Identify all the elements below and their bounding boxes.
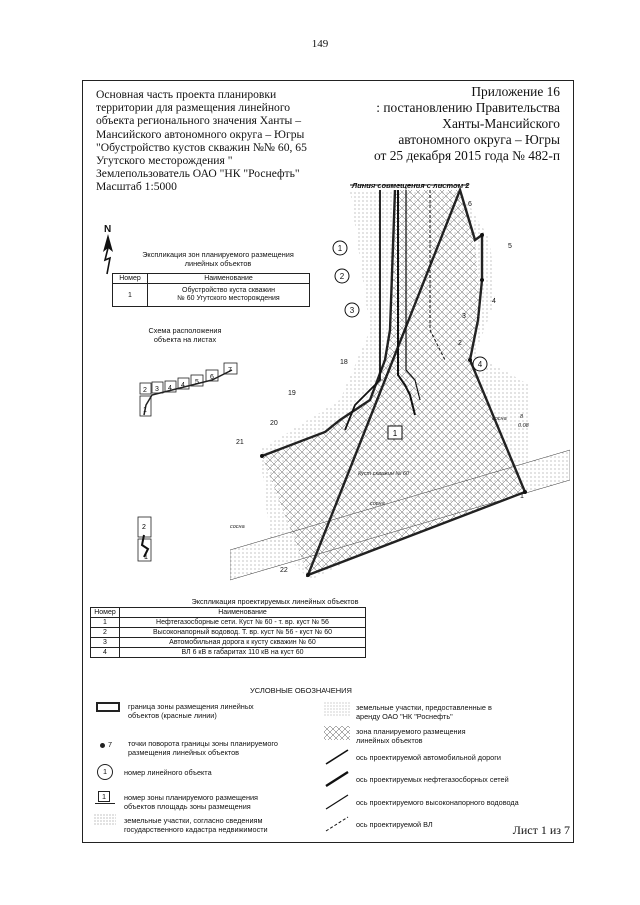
turn-point	[480, 233, 484, 237]
point-label: 22	[280, 567, 288, 574]
inset-sheet-2	[130, 515, 156, 565]
turn-point	[480, 278, 484, 282]
legend-text: номер зоны планируемого размещения	[124, 793, 258, 802]
north-arrow-icon	[98, 234, 118, 276]
sheet-num: 6	[210, 374, 214, 381]
sheet-scheme	[132, 360, 242, 430]
inset-label: 1	[144, 554, 148, 561]
appendix-line: от 25 декабря 2015 года № 482-п	[373, 148, 560, 163]
legend-oil-axis: ось проектируемых нефтегазосборных сетей	[356, 775, 509, 784]
object-number: 1	[337, 244, 343, 253]
forest-label: сосна	[492, 416, 507, 422]
legend-title: УСЛОВНЫЕ ОБОЗНАЧЕНИЯ	[250, 686, 352, 695]
legend-turn-point-icon	[100, 743, 105, 748]
forest-label: сосна	[230, 524, 245, 530]
project-title-line: Землепользователь ОАО "НК "Роснефть"	[96, 167, 300, 181]
row-name-line: Обустройство куста скважин	[182, 287, 275, 294]
forest-fraction: 8	[520, 414, 524, 420]
row-name: Автомобильная дорога к кусту скважин № 60	[120, 638, 366, 648]
legend-zone-swatch	[324, 726, 350, 740]
legend-road-swatch	[324, 748, 350, 766]
point-label: 20	[270, 420, 278, 427]
row-number: 1	[91, 618, 120, 628]
legend-oil-swatch	[324, 770, 350, 788]
objects-table	[90, 607, 366, 658]
turn-point	[260, 454, 264, 458]
page-number: 149	[311, 38, 329, 50]
caption-line: линейных объектов	[184, 259, 252, 268]
point-label: 19	[288, 390, 296, 397]
row-number: 2	[91, 628, 120, 638]
legend-text: земельные участки, предоставленные в	[356, 703, 492, 712]
legend-vl-axis: ось проектируемой ВЛ	[356, 820, 433, 829]
caption-line: Экспликация зон планируемого размещения	[142, 250, 294, 259]
site-plan-map	[230, 180, 570, 590]
point-label: 21	[236, 439, 244, 446]
legend-cadastre	[124, 816, 268, 834]
point-label: 18	[340, 359, 348, 366]
point-label: 2	[458, 340, 462, 347]
sheet-num: 3	[155, 386, 159, 393]
appendix-line: Ханты-Мансийского	[442, 116, 560, 131]
legend-vl-swatch	[324, 815, 350, 833]
row-name: Высоконапорный водовод. Т. вр. куст № 56 - куст № 60	[120, 628, 366, 638]
table-row	[91, 628, 366, 638]
legend-text: объектов (красные линии)	[128, 711, 217, 720]
legend-leased-swatch	[324, 702, 350, 716]
legend-object-circle: 1	[97, 764, 113, 780]
point-label: 3	[462, 313, 466, 320]
legend-text: аренду ОАО "НК "Роснефть"	[356, 712, 453, 721]
legend-water-axis: ось проектируемого высоконапорного водовода	[356, 798, 519, 807]
legend-zone-number	[124, 793, 258, 811]
turn-point	[306, 573, 310, 577]
caption-line: объекта на листах	[153, 335, 217, 344]
forest-fraction: 0.08	[518, 423, 529, 429]
project-title	[96, 88, 358, 194]
legend-text: точки поворота границы зоны планируемого	[128, 739, 278, 748]
sheet-num: 2	[143, 387, 147, 394]
appendix-line: автономного округа – Югры	[398, 132, 560, 147]
table-row	[91, 638, 366, 648]
appendix-title: Приложение 16	[471, 84, 560, 99]
legend-zone-box: 1	[98, 791, 110, 802]
forest-label: сосна	[370, 501, 385, 507]
legend-leased	[356, 703, 492, 721]
sheet-num: 4	[168, 385, 172, 392]
sheet-num: 7	[228, 367, 232, 374]
project-title-line: объекта регионального значения Ханты –	[96, 114, 302, 128]
match-line-label: Линия совмещения с листом 2	[352, 181, 470, 190]
col-name: Наименование	[120, 608, 366, 618]
turn-point	[468, 358, 472, 362]
well-label: Куст скважин № 60	[358, 471, 409, 477]
legend-text: граница зоны размещения линейных	[128, 702, 254, 711]
row-number: 1	[113, 284, 148, 307]
legend-road-axis: ось проектируемой автомобильной дороги	[356, 753, 501, 762]
row-name: Нефтегазосборные сети. Куст № 60 - т. вр. куст № 56	[120, 618, 366, 628]
sheet-num: 1	[143, 407, 147, 414]
point-label: 6	[468, 201, 472, 208]
legend-text: государственного кадастра недвижимости	[124, 825, 268, 834]
col-name: Наименование	[148, 274, 310, 284]
project-title-line: "Обустройство кустов скважин №№ 60, 65	[96, 140, 307, 154]
point-label: 5	[508, 243, 512, 250]
project-title-line: территории для размещения линейного	[96, 101, 291, 115]
legend-turn-marker: 7	[108, 740, 113, 749]
legend-boundary-swatch	[96, 702, 120, 712]
legend-text: земельные участки, согласно сведениям	[124, 816, 263, 825]
legend-text: размещения линейных объектов	[128, 748, 240, 757]
object-number: 3	[349, 306, 355, 315]
object-number: 2	[339, 272, 345, 281]
col-number: Номер	[113, 274, 148, 284]
row-number: 3	[91, 638, 120, 648]
north-label: N	[104, 224, 112, 235]
legend-zone-underline	[95, 803, 115, 804]
sheet-num: 5	[195, 379, 199, 386]
caption-line: Схема расположения	[148, 326, 222, 335]
point-label: 1	[520, 493, 524, 500]
project-title-line: Основная часть проекта планировки	[96, 88, 277, 101]
project-title-line: Угутского месторождения "	[96, 154, 233, 168]
appendix-header	[330, 84, 560, 164]
table-row	[91, 648, 366, 658]
legend-boundary	[128, 702, 254, 720]
scheme-caption	[130, 326, 240, 344]
col-number: Номер	[91, 608, 120, 618]
zone-number: 1	[392, 429, 398, 438]
sheet-label: Лист 1 из 7	[512, 823, 570, 837]
table-row	[91, 618, 366, 628]
point-label: 4	[492, 298, 496, 305]
legend-text: линейных объектов	[356, 736, 423, 745]
legend-turn-point	[128, 739, 278, 757]
legend-zone	[356, 727, 466, 745]
row-number: 4	[91, 648, 120, 658]
legend-text: зона планируемого размещения	[356, 727, 466, 736]
legend-cadastre-swatch	[94, 814, 116, 826]
object-number: 4	[477, 360, 483, 369]
objects-table-caption: Экспликация проектируемых линейных объектов	[191, 597, 359, 606]
row-name-line: № 60 Угутского месторождения	[177, 295, 280, 302]
legend-text: объектов площадь зоны размещения	[124, 802, 251, 811]
inset-label: 2	[142, 524, 146, 531]
legend-object-number: номер линейного объекта	[124, 768, 212, 777]
legend-water-swatch	[324, 793, 350, 811]
appendix-line: : постановлению Правительства	[376, 100, 560, 115]
sheet-num: 4	[181, 382, 185, 389]
project-title-line: Масштаб 1:5000	[96, 180, 177, 194]
project-title-line: Мансийского автономного округа – Югры	[96, 127, 305, 141]
row-name: ВЛ 6 кВ в габаритах 110 кВ на куст 60	[120, 648, 366, 658]
